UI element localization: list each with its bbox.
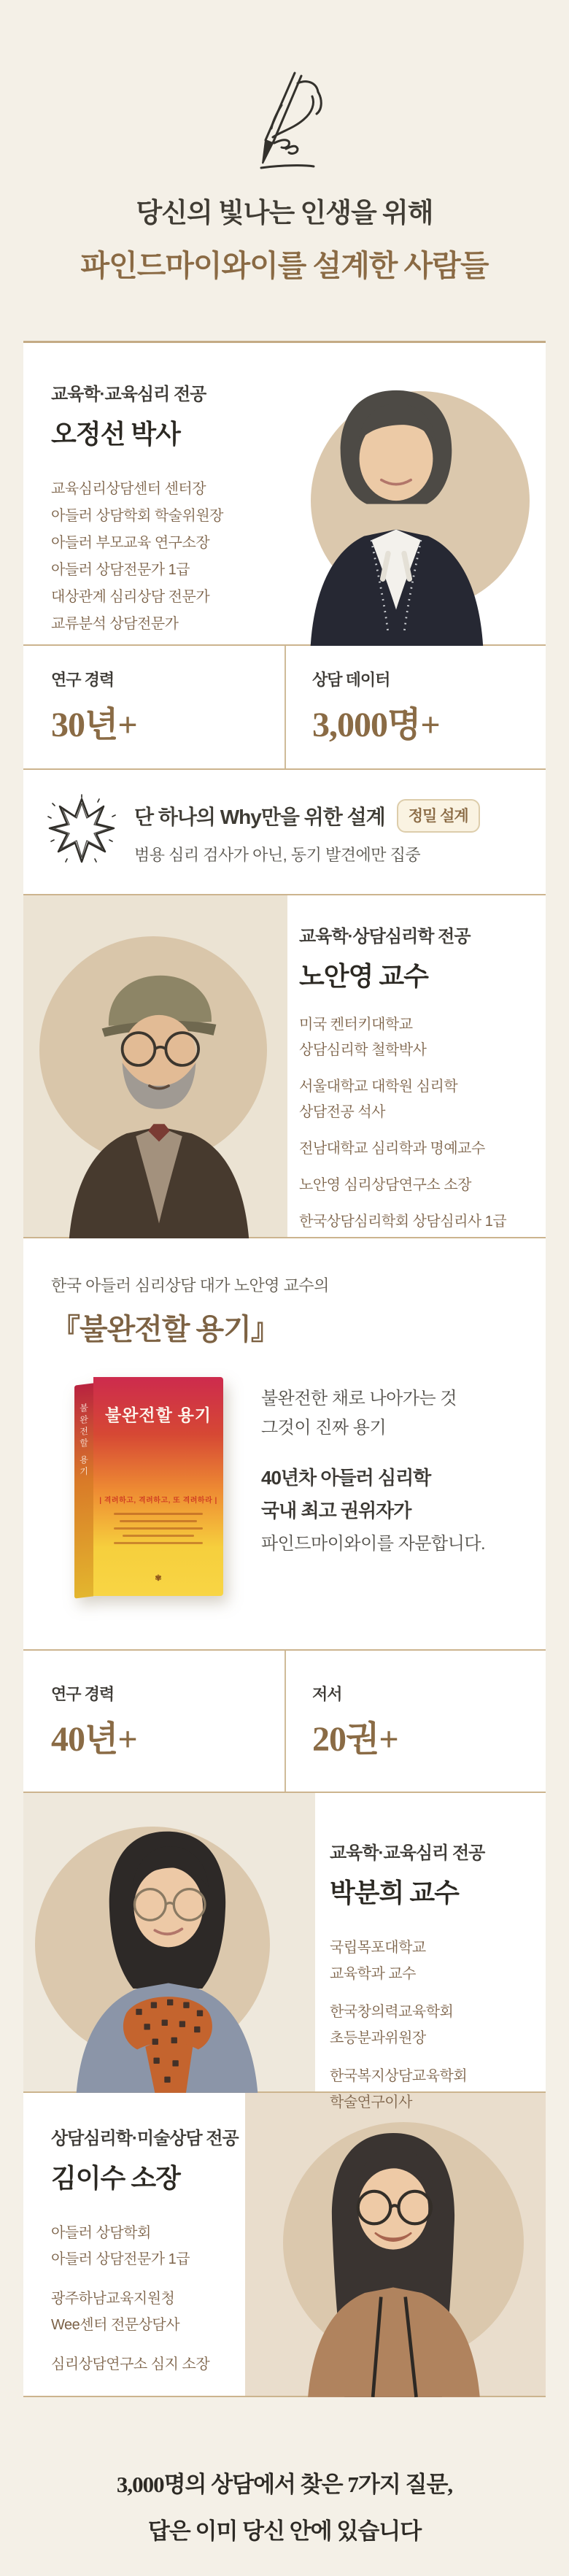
page-title-line1: 당신의 빛나는 인생을 위해 — [136, 198, 433, 228]
book-copy-bold-line: 40년차 아들러 심리학 — [261, 1467, 431, 1489]
credential-list — [51, 2220, 546, 2378]
book-copy-line: 불완전한 채로 나아가는 것 — [261, 1389, 457, 1408]
stat-label: 연구 경력 — [51, 671, 115, 689]
content-stack — [23, 341, 546, 2397]
credential-item: 광주하남교육지원청 — [51, 2291, 175, 2307]
credential-item: 교육심리상담센터 센터장 — [51, 481, 206, 497]
credential-item: 아들러 상담학회 학술위원장 — [51, 508, 223, 524]
credential-item: 교류분석 상담전문가 — [51, 616, 179, 632]
stats-row-2 — [23, 1651, 546, 1793]
credential-item: 아들러 상담학회 — [51, 2225, 151, 2241]
credential-item: Wee센터 전문상담사 — [51, 2317, 180, 2333]
credential-list — [299, 1012, 546, 1235]
footer-line2: 답은 이미 당신 안에 있습니다 — [147, 2518, 422, 2544]
book-title: 『불완전할 용기』 — [51, 1313, 279, 1346]
profile-name: 박분희 교수 — [330, 1878, 459, 1908]
credential-item: 국립목포대학교 — [330, 1940, 426, 1956]
credential-list — [51, 476, 546, 638]
book-spine: 불완전할 용기 — [74, 1383, 93, 1598]
profile-field: 상담심리학·미술상담 전공 — [51, 2129, 239, 2148]
credential-item: 한국상담심리학회 상담심리사 1급 — [299, 1214, 507, 1230]
stat-value: 30년+ — [51, 706, 137, 744]
profile-card-park-bunhee — [23, 1793, 546, 2110]
footer-line1: 3,000명의 상담에서 찾은 7가지 질문, — [116, 2472, 453, 2497]
credential-list — [330, 1935, 546, 2116]
credential-item: 심리상담연구소 심지 소장 — [51, 2356, 210, 2372]
footer-message — [0, 2397, 569, 2576]
profile-card-no-anyoung — [23, 895, 546, 1238]
credential-item: 한국창의력교육학회 — [330, 2004, 454, 2020]
credential-item: 대상관계 심리상담 전문가 — [51, 589, 210, 605]
hero — [0, 0, 569, 341]
credential-item: 학술연구이사 — [330, 2094, 412, 2110]
book-section — [23, 1238, 546, 1651]
stats-row-1 — [23, 646, 546, 770]
credential-item: 미국 켄터키대학교 — [299, 1017, 413, 1033]
book-copy-tail: 파인드마이와이를 자문합니다. — [261, 1534, 486, 1554]
stat-value: 3,000명+ — [312, 706, 440, 744]
book-eyebrow: 한국 아들러 심리상담 대가 노안영 교수의 — [51, 1276, 329, 1295]
stat-value: 20권+ — [312, 1719, 398, 1759]
credential-item: 상담전공 석사 — [299, 1104, 385, 1120]
page-title-line2: 파인드마이와이를 설계한 사람들 — [80, 249, 489, 282]
profile-field: 교육학·교육심리 전공 — [330, 1843, 485, 1863]
book-copy-line: 그것이 진짜 용기 — [261, 1418, 387, 1438]
book-copy-bold-line: 국내 최고 권위자가 — [261, 1500, 411, 1522]
stat-label: 저서 — [312, 1684, 342, 1703]
credential-item: 아들러 부모교육 연구소장 — [51, 535, 210, 551]
credential-item: 아들러 상담전문가 1급 — [51, 2251, 190, 2267]
stat-label: 연구 경력 — [51, 1684, 115, 1703]
profile-name: 오정선 박사 — [51, 420, 180, 449]
publisher-mark: ✾ — [155, 1574, 162, 1583]
credential-item: 한국복지상담교육학회 — [330, 2068, 468, 2084]
credential-item: 전남대학교 심리학과 명예교수 — [299, 1141, 485, 1157]
stat-label: 상담 데이터 — [312, 671, 390, 689]
stat-value: 40년+ — [51, 1719, 137, 1759]
profile-field: 교육학·상담심리학 전공 — [299, 927, 471, 946]
credential-item: 상담심리학 철학박사 — [299, 1042, 427, 1058]
book-front-cover — [93, 1377, 223, 1596]
profile-card-oh-jeongseon — [23, 343, 546, 646]
book-copy — [261, 1377, 485, 1596]
profile-card-kim-isu — [23, 2093, 546, 2397]
book-cover-band: | 격려하고, 격려하고, 또 격려하라 | — [99, 1497, 217, 1505]
book-cover-title: 불완전할 용기 — [104, 1406, 212, 1424]
book-cover-body-lines — [114, 1513, 203, 1549]
pen-hand-icon — [0, 0, 569, 174]
profile-field: 교육학·교육심리 전공 — [51, 385, 206, 404]
credential-item: 노안영 심리상담연구소 소장 — [299, 1177, 471, 1193]
design-highlight-subtitle: 범용 심리 검사가 아닌, 동기 발견에만 집중 — [134, 845, 421, 864]
credential-item: 서울대학교 대학원 심리학 — [299, 1079, 458, 1095]
design-highlight-title: 단 하나의 Why만을 위한 설계 — [134, 805, 385, 828]
precision-design-badge: 정밀 설계 — [397, 799, 480, 833]
profile-name: 김이수 소장 — [51, 2164, 180, 2193]
design-highlight-row — [23, 770, 546, 895]
starburst-icon — [48, 795, 115, 870]
profile-name: 노안영 교수 — [299, 962, 428, 991]
book-cover — [74, 1377, 223, 1596]
credential-item: 교육학과 교수 — [330, 1966, 416, 1982]
credential-item: 초등분과위원장 — [330, 2030, 426, 2046]
credential-item: 아들러 상담전문가 1급 — [51, 562, 190, 578]
